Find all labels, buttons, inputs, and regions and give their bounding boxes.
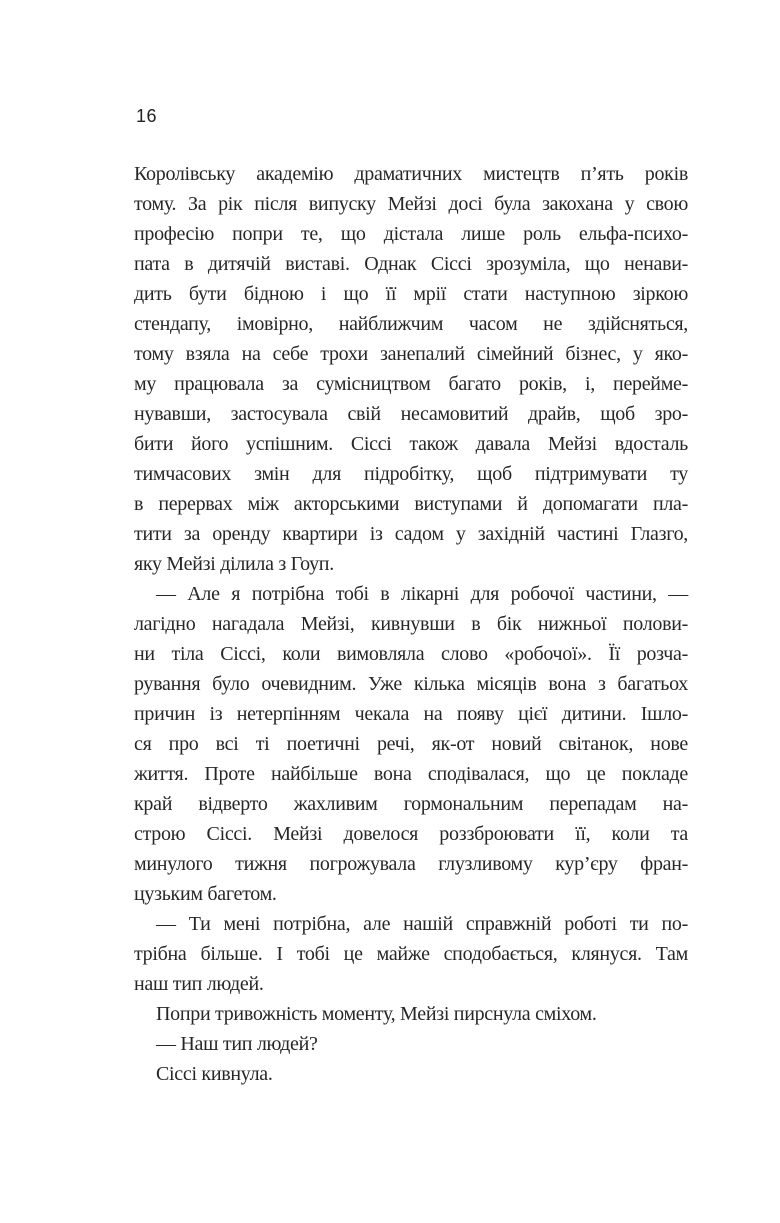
text-line: лагідно нагадала Мейзі, кивнувши в бік нижньої полови- bbox=[134, 613, 688, 635]
paragraph bbox=[134, 579, 688, 909]
text-line: ни тіла Сіссі, коли вимовляла слово «робочої». Її розча- bbox=[134, 643, 688, 665]
text-line: цузьким багетом. bbox=[134, 883, 277, 905]
text-line: дить бути бідною і що її мрії стати наступною зіркою bbox=[134, 283, 688, 305]
text-line: — Ти мені потрібна, але нашій справжній роботі ти по- bbox=[156, 913, 688, 935]
text-line: край відверто жахливим гормональним перепадам на- bbox=[134, 793, 688, 815]
text-line: професію попри те, що дістала лише роль ельфа-психо- bbox=[134, 223, 688, 245]
text-line: строю Сіссі. Мейзі довелося роззброювати її, коли та bbox=[134, 823, 688, 845]
text-line: му працювала за сумісництвом багато років, і, перейме- bbox=[134, 373, 688, 395]
text-line: стендапу, імовірно, найближчим часом не здійсняться, bbox=[134, 313, 688, 335]
paragraph bbox=[134, 999, 688, 1029]
text-line: рування було очевидним. Уже кілька місяців вона з багатьох bbox=[134, 673, 688, 695]
text-line: Королівську академію драматичних мистецтв п’ять років bbox=[134, 163, 688, 185]
text-line: наш тип людей. bbox=[134, 973, 264, 995]
text-line: — Наш тип людей? bbox=[156, 1033, 318, 1055]
body-text bbox=[134, 159, 688, 1089]
text-line: пата в дитячій виставі. Однак Сіссі зрозуміла, що ненави- bbox=[134, 253, 688, 275]
text-line: бити його успішним. Сіссі також давала Мейзі вдосталь bbox=[134, 433, 688, 455]
paragraph bbox=[134, 1059, 688, 1089]
text-line: Сіссі кивнула. bbox=[156, 1063, 273, 1085]
text-line: тому взяла на себе трохи занепалий сімейний бізнес, у яко- bbox=[134, 343, 688, 365]
text-line: ся про всі ті поетичні речі, як-от новий світанок, нове bbox=[134, 733, 688, 755]
text-line: нувавши, застосувала свій несамовитий драйв, щоб зро- bbox=[134, 403, 688, 425]
text-line: тимчасових змін для підробітку, щоб підтримувати ту bbox=[134, 463, 688, 485]
text-line: життя. Проте найбільше вона сподівалася, що це покладе bbox=[134, 763, 688, 785]
text-line: в перервах між акторськими виступами й допомагати пла- bbox=[134, 493, 688, 515]
text-line: тити за оренду квартири із садом у західній частині Глазго, bbox=[134, 523, 688, 545]
page-number: 16 bbox=[136, 106, 158, 126]
text-line: Попри тривожність моменту, Мейзі пирснула сміхом. bbox=[156, 1003, 597, 1025]
text-line: яку Мейзі ділила з Гоуп. bbox=[134, 553, 334, 575]
text-line: трібна більше. І тобі це майже сподобається, клянуся. Там bbox=[134, 943, 688, 965]
paragraph bbox=[134, 159, 688, 579]
text-line: минулого тижня погрожувала глузливому кур’єру фран- bbox=[134, 853, 688, 875]
paragraph bbox=[134, 1029, 688, 1059]
paragraph bbox=[134, 909, 688, 999]
text-line: тому. За рік після випуску Мейзі досі була закохана у свою bbox=[134, 193, 688, 215]
text-line: — Але я потрібна тобі в лікарні для робочої частини, — bbox=[156, 583, 688, 605]
text-line: причин із нетерпінням чекала на появу цієї дитини. Ішло- bbox=[134, 703, 688, 725]
